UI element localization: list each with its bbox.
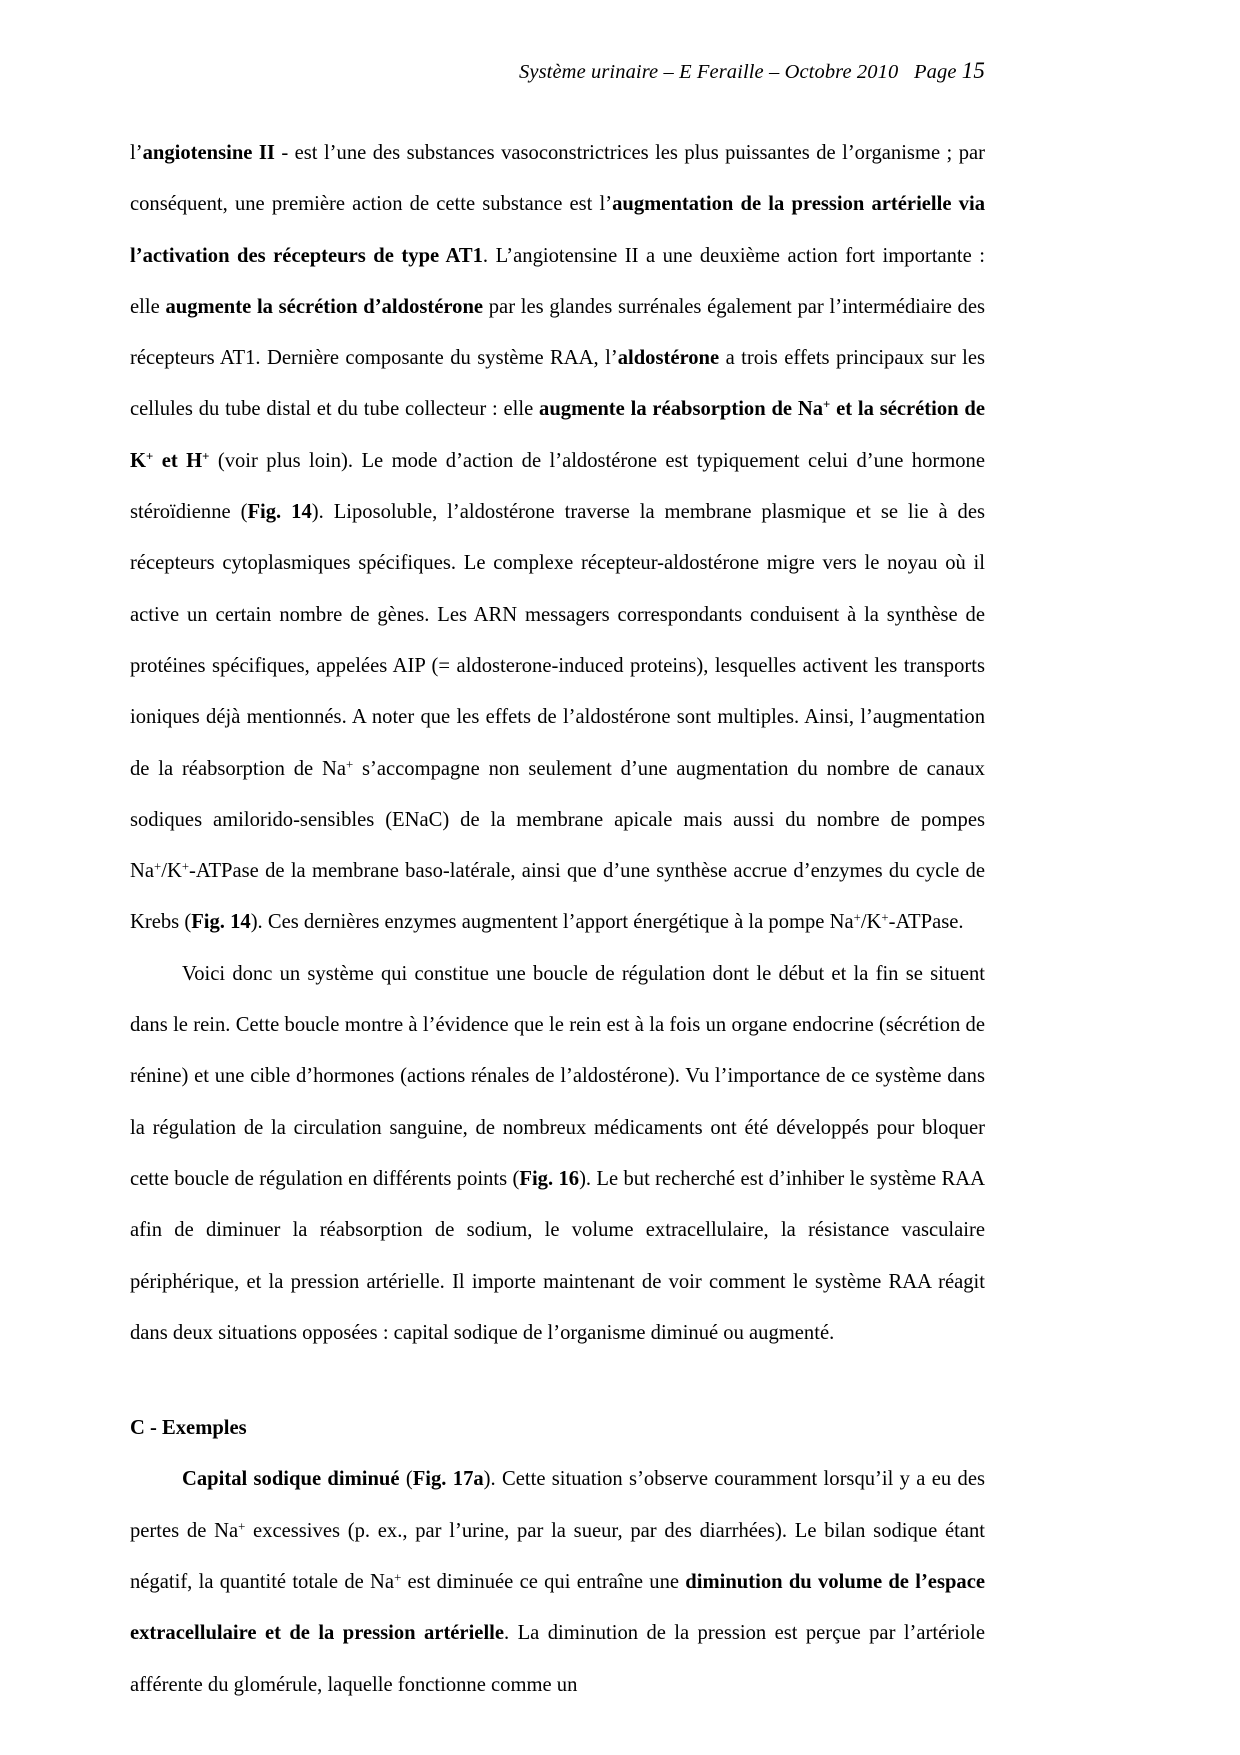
p1-bold-fig-14-a: Fig. 14	[247, 501, 312, 524]
p1-run-25: -ATPase.	[888, 911, 964, 934]
page-header	[130, 58, 985, 84]
header-page-number: 15	[961, 58, 985, 83]
p1-run-5: . L’angiotensine II a une deuxième action fort importante : elle	[130, 244, 985, 318]
p1-bold-angiotensine-ii: angiotensine II	[142, 142, 275, 164]
p1-bold-fig-14-b: Fig. 14	[191, 911, 251, 934]
header-course: Système urinaire	[519, 61, 659, 83]
p1-sup-k-plus-3: +	[881, 910, 889, 925]
p1-run-21: ). Ces dernières enzymes augmentent l’apport énergétique à la pompe Na	[250, 911, 854, 934]
p1-run-3: - est l’une des substances vasoconstrictrices les plus puissantes de l’organisme ; par conséquent, une première action de cette substance est l’	[130, 142, 985, 216]
p1-sup-na-plus-4: +	[853, 910, 861, 925]
p3-run-4: ). Cette situation s’observe couramment lorsqu’il y a eu des pertes de Na	[130, 1468, 985, 1542]
p1-sup-na-plus-2: +	[345, 756, 354, 771]
p1-sup-h-plus: +	[202, 449, 210, 464]
p1-sup-na-plus: +	[823, 397, 831, 412]
header-date: Octobre 2010	[784, 61, 899, 83]
p1-run-15: s’accompagne non seulement d’une augmentation du nombre de canaux sodiques amilorido-sensibles (ENaC) de la membrane apicale mais aussi du nombre de pompes Na	[130, 757, 985, 883]
p2-run-3: ). Le but recherché est d’inhiber le système RAA afin de diminuer la réabsorption de sodium, le volume extracellulaire, la résistance vasculaire périphérique, et la pression artérielle. Il importe maintenant de voir comment le système RAA réagit dans deux situations opposées : capital sodique de l’organisme diminué ou augmenté.	[130, 1167, 986, 1344]
p1-run-11: (voir plus loin). Le mode d’action de l’aldostérone est typiquement celui d’une hormone stéroïdienne (	[130, 449, 985, 524]
p2-bold-fig-16: Fig. 16	[519, 1167, 580, 1190]
p1-run-23: /K	[860, 911, 882, 934]
p3-sup-na-plus-1: +	[238, 1519, 246, 1534]
p1-sup-na-plus-3: +	[154, 859, 162, 874]
header-author: E Feraille	[679, 61, 764, 83]
p1-bold-secretion-k: et la sécrétion de K	[130, 398, 985, 472]
p1-run-9: a trois effets principaux sur les cellules du tube distal et du tube collecteur : elle	[130, 347, 985, 421]
header-separator-2: –	[768, 61, 780, 83]
p1-run-19: -ATPase de la membrane baso-latérale, ainsi que d’une synthèse accrue d’enzymes du cycle de Krebs (	[130, 860, 985, 934]
p3-bold-diminution-volume: diminution du volume de l’espace extracellulaire et de la pression artérielle	[130, 1571, 985, 1645]
paragraph-boucle-regulation	[130, 949, 985, 1359]
p1-sup-k-plus-2: +	[181, 859, 190, 874]
p1-run-1: l’	[130, 142, 143, 164]
p3-run-6: excessives (p. ex., par l’urine, par la sueur, par des diarrhées). Le bilan sodique étant négatif, la quantité totale de Na	[130, 1519, 986, 1594]
p3-run-10: . La diminution de la pression est perçue par l’artériole afférente du glomérule, laquelle fonctionne comme un	[130, 1622, 985, 1696]
p1-sup-k-plus: +	[146, 449, 154, 464]
header-separator-1: –	[663, 61, 674, 83]
p1-run-17: /K	[161, 860, 182, 883]
p2-run-1: Voici donc un système qui constitue une boucle de régulation dont le début et la fin se situent dans le rein. Cette boucle montre à l’évidence que le rein est à la fois un organe endocrine (sécrétion de rénine) et une cible d’hormones (actions rénales de l’aldostérone). Vu l’importance de ce système dans la régulation de la circulation sanguine, de nombreux médicaments ont été développés pour bloquer cette boucle de régulation en différents points (	[130, 962, 985, 1190]
p3-bold-capital-sodique-diminue: Capital sodique diminué	[182, 1468, 400, 1491]
p3-run-8: est diminuée ce qui entraîne une	[401, 1571, 686, 1594]
paragraph-angiotensine	[130, 128, 985, 949]
paragraph-capital-sodique-diminue	[130, 1454, 985, 1710]
p3-bold-fig-17a: Fig. 17a	[412, 1468, 484, 1491]
header-page-label: Page	[914, 61, 957, 83]
section-heading-exemples: C - Exemples	[130, 1417, 247, 1440]
p1-bold-augmentation-pression: augmentation de la pression artérielle via l’activation des récepteurs de type AT1	[130, 193, 985, 267]
p1-bold-reabsorption-na: augmente la réabsorption de Na	[539, 398, 824, 421]
p1-run-13: ). Liposoluble, l’aldostérone traverse la membrane plasmique et se lie à des récepteurs cytoplasmiques spécifiques. Le complexe récepteur-aldostérone migre vers le noyau où il active un certain nombre de gènes. Les ARN messagers correspondants conduisent à la synthèse de protéines spécifiques, appelées AIP (= aldosterone-induced proteins), lesquelles activent les transports ioniques déjà mentionnés. A noter que les effets de l’aldostérone sont multiples. Ainsi, l’augmentation de la réabsorption de Na	[130, 501, 985, 780]
p1-run-7: par les glandes surrénales également par l’intermédiaire des récepteurs AT1. Dernière composante du système RAA, l’	[130, 295, 986, 370]
p3-run-2: (	[399, 1468, 413, 1491]
p1-bold-secretion-aldosterone: augmente la sécrétion d’aldostérone	[165, 295, 484, 318]
document-body	[130, 128, 985, 1711]
section-spacer	[130, 1359, 985, 1403]
p3-sup-na-plus-2: +	[394, 1570, 402, 1585]
p1-bold-et-h: et H	[153, 449, 203, 472]
p1-bold-aldosterone: aldostérone	[617, 347, 720, 370]
